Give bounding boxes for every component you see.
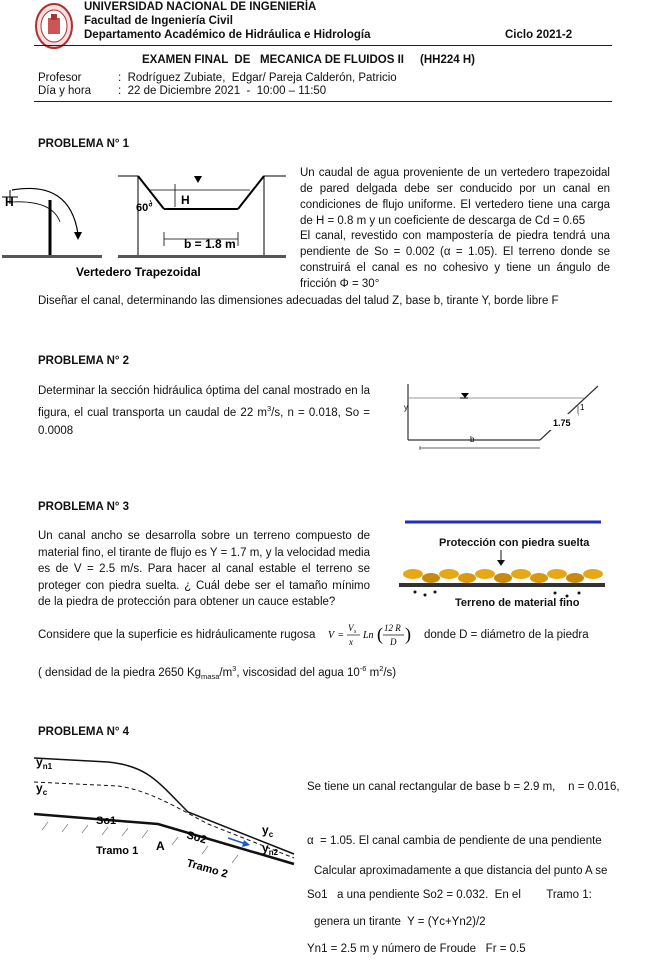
so1-label: So1 (96, 815, 117, 827)
problem1-title: PROBLEMA N° 1 (38, 138, 130, 150)
problem4-line2: α = 1.05. El canal cambia de pendiente de una pendiente (307, 835, 602, 847)
b-label: b = 1.8 m (184, 237, 236, 251)
y-label: y (404, 403, 408, 412)
problem3-figure (395, 516, 610, 610)
h-label-left: H (5, 195, 14, 209)
problem3-where: donde D = diámetro de la piedra (424, 629, 589, 641)
problem2-figure (398, 376, 610, 456)
date-label: Día y hora (38, 85, 92, 97)
department-name: Departamento Académico de Hidráulica e Hidrología (84, 29, 371, 41)
problem4-line5: Calcular aproximadamente a que distancia del punto A se (314, 865, 608, 877)
formula-eq: = (338, 630, 344, 641)
slope-label: 1.75 (553, 418, 571, 428)
stones (403, 569, 603, 583)
svg-text:(: ( (377, 624, 383, 644)
so2-label: So2 (185, 829, 208, 847)
problem4-title: PROBLEMA N° 4 (38, 726, 130, 738)
problem4-line1: Se tiene un canal rectangular de base b = 2.9 m, n = 0.016, (307, 781, 620, 793)
fine-soil-label: Terreno de material fino (455, 597, 580, 609)
professor-label: Profesor (38, 72, 82, 84)
protection-label: Protección con piedra suelta (439, 537, 590, 549)
problem2-title: PROBLEMA N° 2 (38, 355, 130, 367)
formula-ln: Ln (363, 630, 374, 641)
h-label-trapezoid: H (181, 193, 190, 207)
course-code: (HH224 H) (420, 54, 475, 66)
problem1-figure (0, 162, 290, 280)
info-rule (34, 101, 612, 102)
svg-text:): ) (405, 624, 411, 644)
figure-caption: Vertedero Trapezoidal (76, 265, 201, 279)
one-label: 1 (580, 403, 585, 412)
formula-den: D (390, 637, 397, 647)
tramo1-label: Tramo 1 (96, 845, 139, 857)
yn2-label: $y_{n2}$ (262, 841, 279, 857)
problem1-paragraph1: Un caudal de agua proveniente de un vertedero trapezoidal de pared delgada debe ser conducido por un canal en condiciones de flujo uniforme. El vertedero tiene una carga de H = 0.8 m y un coeficiente de descarga de Cd = 0.65 (300, 167, 610, 227)
problem4-question (314, 829, 607, 948)
header-rule (34, 45, 612, 46)
problem4-line3: So1 a una pendiente So2 = 0.032. En el Tramo 1: (307, 889, 592, 901)
problem4-figure (28, 742, 298, 881)
yc2-label: $y_c$ (262, 823, 274, 839)
problem4-line6: genera un tirante Y = (Yc+Yn2)/2 (314, 916, 486, 928)
problem3-title: PROBLEMA N° 3 (38, 501, 130, 513)
problem1-paragraph2: El canal, revestido con mampostería de piedra tendrá una pendiente de So = 0.002 (α = 1.05). El terreno donde se construirá el canal es no cohesivo y tiene un ángulo de fricción Φ = 30° (300, 230, 610, 290)
angle-label: 60° (136, 202, 153, 214)
date-value: : 22 de Diciembre 2021 - 10:00 – 11:50 (118, 85, 327, 97)
point-a-label: A (156, 839, 165, 853)
formula-vs: V (348, 623, 354, 633)
yn1-label: $y_{n1}$ (36, 755, 53, 771)
problem3-density: ( densidad de la piedra 2650 $Kg_{masa}/m^3$, viscosidad del agua $10^{-6}$ $m^2/s$) (38, 664, 397, 682)
formula-kappa: x (349, 637, 353, 647)
faculty-name: Facultad de Ingeniería Civil (84, 15, 233, 27)
velocity-formula (326, 616, 412, 654)
problem3-text: Un canal ancho se desarrolla sobre un terreno compuesto de material fino, el tirante de flujo es Y = 1.7 m, y la velocidad media es de V = 2.5 m/s. Para hacer al canal estable el terreno se proteger con piedra suelta. ¿ Cuál debe ser el tamaño mínimo de la piedra de protección para obtener un cauce estable? (38, 530, 370, 608)
formula-vs-sub: s (354, 629, 357, 635)
problem1-task: Diseñar el canal, determinando las dimensiones adecuadas del talud Z, base b, tirante Y, borde libre F (38, 295, 559, 307)
exam-title: EXAMEN FINAL DE MECANICA DE FLUIDOS II (142, 54, 404, 66)
problem4-line4: Yn1 = 2.5 m y número de Froude Fr = 0.5 (307, 943, 526, 955)
problem2-text: Determinar la sección hidráulica óptima del canal mostrado en la figura, el cual transporta un caudal de 22 $m^3/s$, n = 0.018, So = 0.0008 (38, 385, 370, 437)
problem3-consider: Considere que la superficie es hidráulicamente rugosa (38, 629, 316, 641)
formula-num: 12 R (384, 623, 401, 633)
yc-label: $y_c$ (36, 781, 48, 797)
professor-value: : Rodríguez Zubiate, Edgar/ Pareja Calderón, Patricio (118, 72, 397, 84)
b-label: b (470, 435, 475, 444)
university-name: UNIVERSIDAD NACIONAL DE INGENIERÍA (84, 1, 317, 13)
university-seal (34, 2, 74, 50)
formula-v: V (328, 630, 335, 641)
tramo2-label: Tramo 2 (185, 857, 230, 881)
cycle-label: Ciclo 2021-2 (505, 29, 573, 41)
